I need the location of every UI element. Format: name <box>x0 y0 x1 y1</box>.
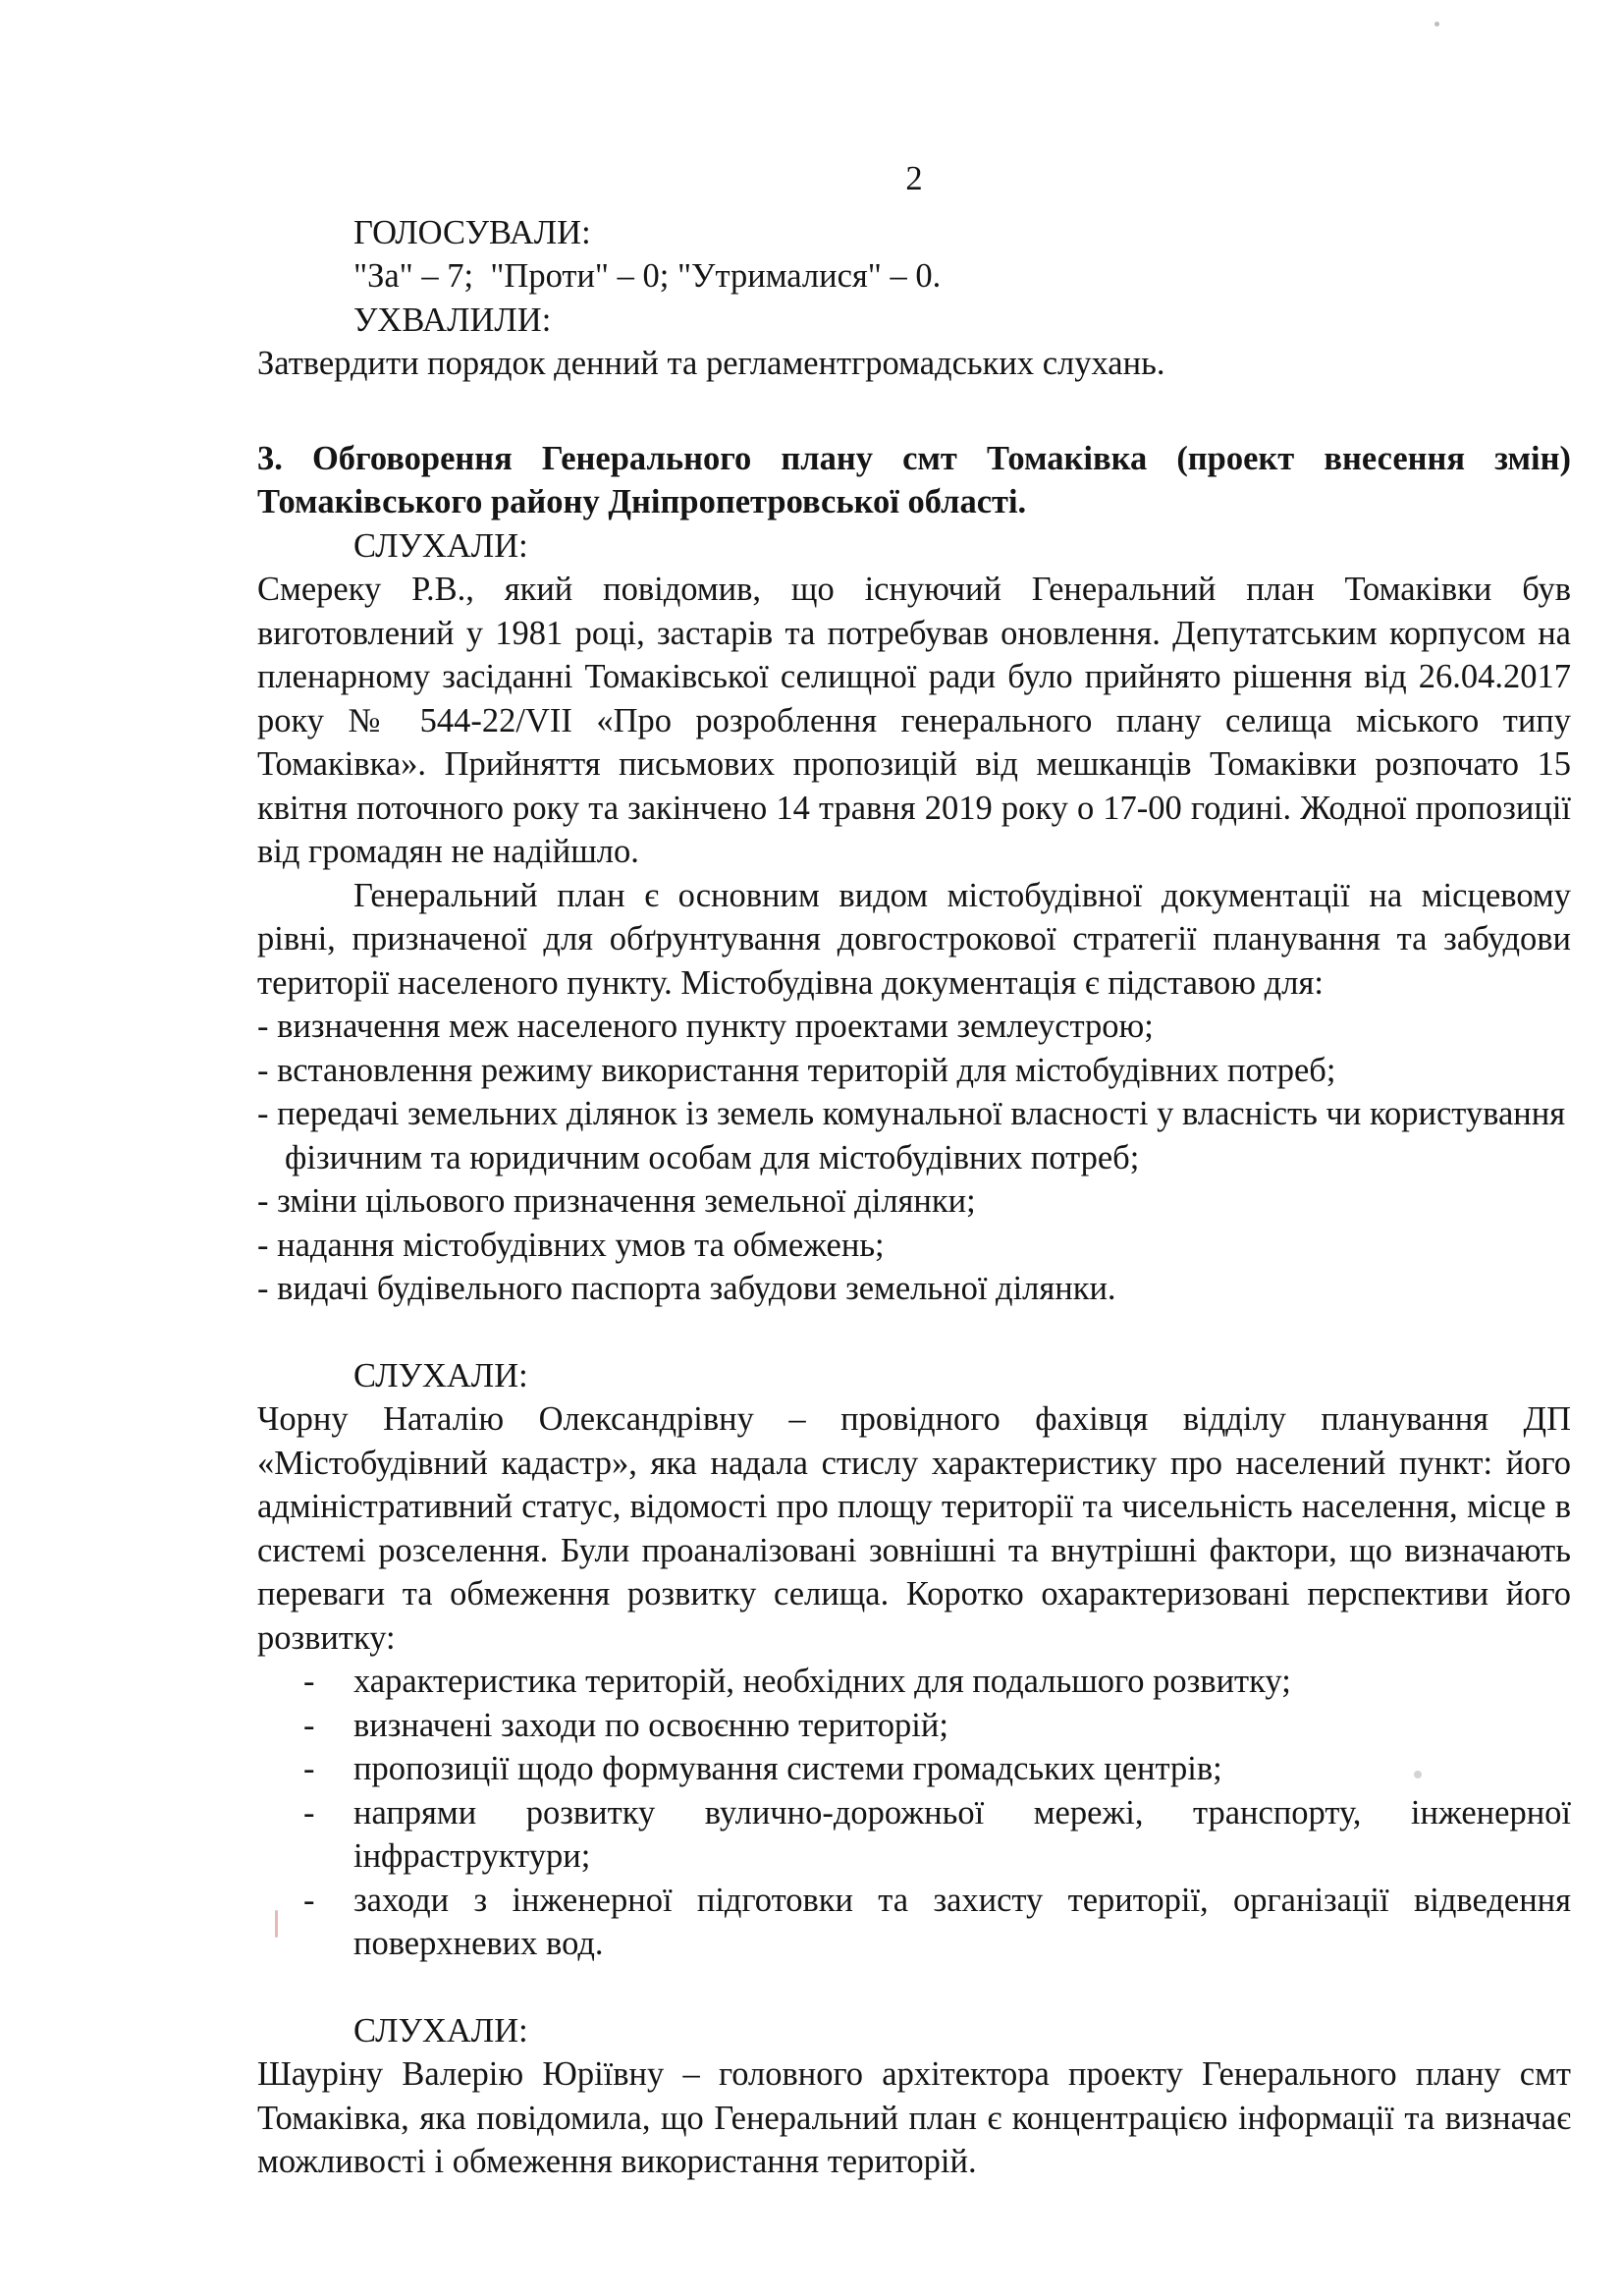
list-item-text: визначені заходи по освоєнню територій; <box>353 1706 948 1744</box>
list-item <box>303 1704 1571 1748</box>
listened-heading-1: СЛУХАЛИ: <box>353 526 528 565</box>
list-item-text: напрями розвитку вулично-дорожньої мережі, транспорту, інженерної інфраструктури; <box>353 1793 1571 1875</box>
list-item: - встановлення режиму використання територій для містобудівних потреб; <box>257 1051 1336 1089</box>
listened-heading-2: СЛУХАЛИ: <box>353 1356 528 1394</box>
bullet-marker: - <box>303 1793 315 1831</box>
approved-heading: УХВАЛИЛИ: <box>353 301 552 339</box>
spacer <box>257 1311 1571 1354</box>
listened-paragraph-3: Шауріну Валерію Юріївну – головного архітектора проекту Генерального плану смт Томаківка, яка повідомила, що Генеральний план є концентрацією інформації та визначає можливості і обмеження використання територій. <box>257 2055 1571 2180</box>
list-item: - зміни цільового призначення земельної ділянки; <box>257 1182 976 1220</box>
bullet-marker: - <box>303 1706 315 1744</box>
listened-paragraph-1b: Генеральний план є основним видом містобудівної документації на місцевому рівні, призначеної для обґрунтування довгострокової стратегії планування та забудови території населеного пункту. Містобудівна документація є підставою для: <box>257 876 1571 1002</box>
listened-paragraph-2: Чорну Наталію Олександрівну – провідного фахівця відділу планування ДП «Містобудівний кадастр», яка надала стислу характеристику про населений пункт: його адміністративний статус, відомості про площу території та чисельність населення, місце в системі розселення. Були проаналізовані зовнішні та внутрішні фактори, що визначають переваги та обмеження розвитку селища. Коротко охарактеризовані перспективи його розвитку: <box>257 1400 1571 1657</box>
list-item <box>303 1879 1571 1966</box>
listened-heading-3: СЛУХАЛИ: <box>353 2011 528 2050</box>
list-item-text: характеристика територій, необхідних для подальшого розвитку; <box>353 1663 1291 1700</box>
list-item <box>303 1660 1571 1704</box>
section-title: 3. Обговорення Генерального плану смт Томаківка (проект внесення змін) Томаківського району Дніпропетровської області. <box>257 439 1571 520</box>
list-item <box>303 1791 1571 1879</box>
spacer <box>257 386 1571 437</box>
list-item: - визначення меж населеного пункту проектами землеустрою; <box>257 1008 1154 1045</box>
list-item: - надання містобудівних умов та обмежень; <box>257 1226 885 1264</box>
bullet-marker: - <box>303 1663 315 1700</box>
scan-speck <box>275 1910 278 1938</box>
bullet-marker: - <box>303 1881 315 1919</box>
list-item <box>303 1747 1571 1791</box>
list-item: - передачі земельних ділянок із земель комунальної власності у власність чи користування фізичним та юридичним особам для містобудівних потреб; <box>257 1095 1566 1176</box>
listened-paragraph-1: Смереку Р.В., який повідомив, що існуючий Генеральний план Томаківки був виготовлений у 1981 році, застарів та потребував оновлення. Депутатським корпусом на пленарному засіданні Томаківської селищної ради було прийнято рішення від 26.04.2017 року № 544-22/VII «Про розроблення генерального плану селища міського типу Томаківка». Прийняття письмових пропозицій від мешканців Томаківки розпочато 15 квітня поточного року та закінчено 14 травня 2019 року о 17-00 годині. Жодної пропозиції від громадян не надійшло. <box>257 571 1571 870</box>
list-item-text: пропозиції щодо формування системи громадських центрів; <box>353 1750 1222 1787</box>
scan-speck <box>1414 1771 1422 1778</box>
voting-heading: ГОЛОСУВАЛИ: <box>353 213 591 251</box>
page-number: 2 <box>905 160 923 197</box>
scan-speck <box>1434 22 1439 27</box>
purpose-list <box>257 1005 1571 1311</box>
approved-text: Затвердити порядок денний та регламентгромадських слухань. <box>257 345 1165 382</box>
development-list <box>257 1660 1571 1966</box>
voting-results: "За" – 7; "Проти" – 0; "Утрималися" – 0. <box>353 257 942 295</box>
list-item-text: заходи з інженерної підготовки та захисту території, організації відведення поверхневих вод. <box>353 1881 1571 1962</box>
list-item: - видачі будівельного паспорта забудови земельної ділянки. <box>257 1270 1116 1307</box>
spacer <box>257 1966 1571 2009</box>
bullet-marker: - <box>303 1750 315 1787</box>
